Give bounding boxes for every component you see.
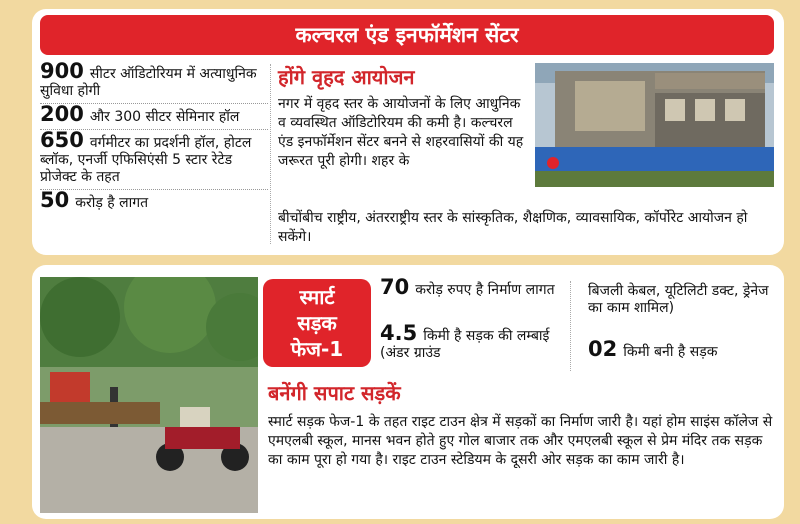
badge-line: स्मार्ट bbox=[299, 285, 335, 309]
stat-cost bbox=[40, 190, 268, 215]
smart-road-badge bbox=[263, 279, 371, 367]
stat-value: 70 bbox=[380, 275, 410, 299]
stat-text: सीटर ऑडिटोरियम में अत्याधुनिक सुविधा होगी bbox=[40, 66, 257, 99]
roads-paragraph: स्मार्ट सड़क फेज-1 के तहत राइट टाउन क्षेत्र में सड़कों का निर्माण जारी है। यहां होम साइंस कॉलेज से एमएलबी स्कूल, मानस भवन होते हुए गोल बाजार तक और एमएलबी स्कूल से प्रेम मंदिर तक सड़क का काम पूरा हो गया है। राइट टाउन स्टेडियम के दूसरी ओर सड़क का काम जारी है। bbox=[268, 414, 773, 468]
events-paragraph-end: बीचोंबीच राष्ट्रीय, अंतरराष्ट्रीय स्तर के सांस्कृतिक, शैक्षणिक, व्यावसायिक, कॉर्पोरेट आयोजन हो सकेंगे। bbox=[278, 210, 748, 245]
stats-divider bbox=[570, 281, 571, 371]
stat-value: 200 bbox=[40, 102, 84, 126]
stat-road-cost bbox=[380, 275, 556, 299]
stat-road-length bbox=[380, 321, 562, 362]
stat-text: किमी बनी है सड़क bbox=[623, 344, 718, 360]
center-stats bbox=[40, 61, 268, 215]
street-scene-image bbox=[40, 277, 258, 513]
stat-text: किमी है सड़क की लम्बाई (अंडर ग्राउंड bbox=[380, 328, 550, 361]
stat-text: करोड़ रुपए है निर्माण लागत bbox=[415, 282, 555, 298]
smart-road-panel bbox=[32, 265, 784, 519]
building-under-construction-image bbox=[535, 63, 774, 187]
events-paragraph: नगर में वृहद स्तर के आयोजनों के लिए आधुनिक व व्यवस्थित ऑडिटोरियम की कमी है। कल्चरल एंड इनफॉर्मेशन सेंटर बनने से शहरवासियों की यह जरूरत पूरी होगी। शहर के bbox=[278, 96, 524, 169]
subheading-events: होंगे वृहद आयोजन bbox=[278, 65, 415, 89]
stat-road-utilities: बिजली केबल, यूटिलिटी डक्ट, ड्रेनेज का काम शामिल) bbox=[588, 283, 769, 316]
stat-text: वर्गमीटर का प्रदर्शनी हॉल, होटल ब्लॉक, एनर्जी एफिसिएंसी 5 स्टार रेटेड प्रोजेक्ट के तहत bbox=[40, 135, 252, 185]
subheading-roads: बनेंगी सपाट सड़कें bbox=[268, 381, 401, 405]
headline-text: कल्चरल एंड इनफॉर्मेशन सेंटर bbox=[295, 23, 519, 47]
stat-value: 900 bbox=[40, 59, 84, 83]
stat-value: 650 bbox=[40, 128, 84, 152]
stat-auditorium bbox=[40, 61, 268, 104]
stat-exhibition-hall bbox=[40, 130, 268, 190]
badge-line: फेज-1 bbox=[290, 337, 344, 361]
stat-value: 4.5 bbox=[380, 321, 418, 345]
stat-text: और 300 सीटर सेमिनार हॉल bbox=[89, 109, 240, 125]
stat-value: 02 bbox=[588, 337, 618, 361]
column-divider bbox=[270, 64, 271, 244]
stat-seminar-hall bbox=[40, 104, 268, 130]
stat-road-built bbox=[588, 337, 778, 361]
stat-text: करोड़ है लागत bbox=[75, 195, 149, 211]
headline-banner bbox=[40, 15, 774, 55]
cultural-center-panel bbox=[32, 9, 784, 255]
street-photo bbox=[40, 277, 258, 513]
construction-photo bbox=[535, 63, 774, 187]
stat-value: 50 bbox=[40, 188, 70, 212]
badge-line: सड़क bbox=[297, 311, 337, 335]
